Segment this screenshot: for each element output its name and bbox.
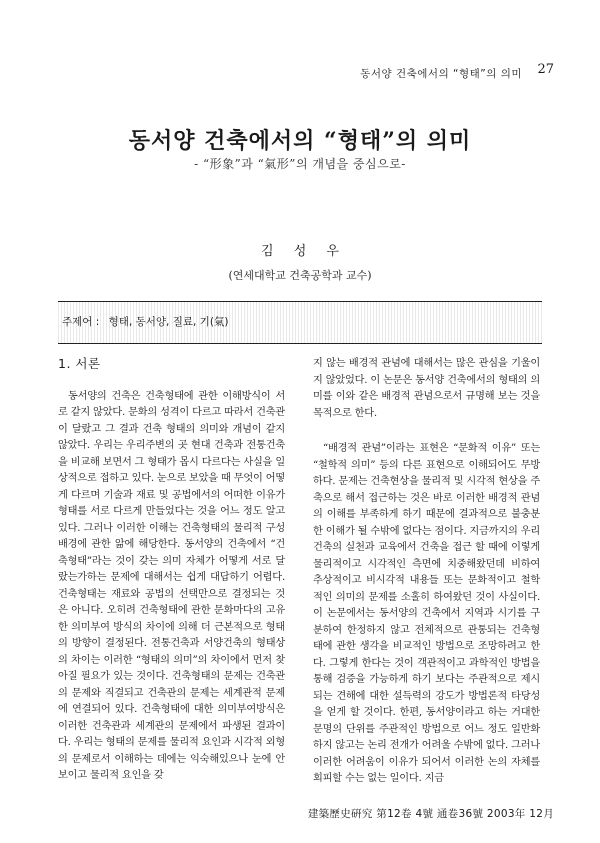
keywords-label: 주제어 : (62, 316, 100, 328)
right-column (313, 356, 540, 788)
body-paragraph: 동서양의 건축은 건축형태에 관한 이해방식이 서로 같지 않았다. 문화의 성격이 다르고 따라서 건축관이 달랐고 그 결과 건축 형태의 의미와 개념이 같지 않았다. 우리는 우리주변의 곳 현대 건축과 전통건축을 비교해 보면서 그 형태가 몹시 다르다는 사실을 일상적으로 접하고 있다. 눈으로 보았을 때 무엇이 어떻게 다르며 기술과 재료 및 공법에서의 어떠한 이유가 형태를 서로 다르게 만들었다는 것을 어느 정도 알고 있다. 그러나 이러한 이해는 건축형태의 물리적 구성배경에 관한 앎에 해당한다. 동서양의 건축에서 “건축형태”라는 것이 갖는 의미 자체가 어떻게 서로 달랐는가하는 문제에 대해서는 쉽게 대답하기 어렵다. 건축형태는 재료와 공법의 선택만으로 결정되는 것은 아니다. 오히려 건축형태에 관한 문화마다의 고유한 의미부여 방식의 차이에 의해 더 근본적으로 형태의 방향이 결정된다. 전통건축과 서양건축의 형태상의 차이는 이러한 “형태의 의미”의 차이에서 먼저 찾아질 필요가 있는 것이다. 건축형태의 문제는 건축관의 문제와 직결되고 건축관의 문제는 세계관적 문제에 연결되어 있다. 건축형태에 대한 의미부여방식은 이러한 건축관과 세계관의 문제에서 파생된 결과이다. 우리는 형태의 문제를 물리적 요인과 시각적 외형의 문제로서 이해하는 데에는 익숙해있으나 눈에 안보이고 물리적 요인을 갖 (58, 390, 285, 781)
author-name: 김 성 우 (261, 244, 347, 259)
paper-subtitle: - “形象”과 “氣形”의 개념을 중심으로- (194, 157, 406, 171)
journal-footer: 建築歷史硏究 第12卷 4號 通卷36號 2003年 12月 (307, 808, 554, 820)
keywords-box (58, 301, 542, 344)
body-paragraph: 지 않는 배경적 관념에 대해서는 많은 관심을 기울이지 않았었다. 이 논문은 동서양 건축에서의 형태의 의미를 이와 같은 배경적 관념으로서 규명해 보는 것을 목적으로 한다. (313, 358, 540, 419)
running-head-text: 동서양 건축에서의 “형태”의 의미 (360, 68, 522, 80)
body-paragraph: “배경적 관념”이라는 표현은 “문화적 이유” 또는 “철학적 의미” 등의 다른 표현으로 이해되어도 무방하다. 문제는 건축현상을 물리적 및 시각적 현상을 주축으로 해서 접근하는 것은 바로 이러한 배경적 관념의 이해를 부족하게 하기 때문에 결과적으로 불충분한 이해가 될 수밖에 없다는 점이다. 지금까지의 우리건축의 실천과 교육에서 건축을 접근 할 때에 이렇게 물리적이고 시각적인 측면에 치중해왔던데 비하여 추상적이고 비시각적 내용들 또는 문화적이고 철학적인 의미의 문제를 소홀히 하여왔던 것이 사실이다. 이 논문에서는 동서양의 건축에서 지역과 시기를 구분하여 한정하지 않고 전체적으로 관통되는 건축형태에 관한 생각을 비교적인 방법으로 조망하려고 한다. 그렇게 한다는 것이 객관적이고 과학적인 방법을 통해 검증을 가능하게 하기 보다는 주관적으로 제시되는 견해에 대한 설득력의 강도가 방법론적 타당성을 얻게 할 것이다. 한편, 동서양이라고 하는 거대한 문명의 단위를 주관적인 방법으로 어느 정도 일반화 하지 않고는 논리 전개가 어려울 수밖에 없다. 그러나 이러한 어려움이 이유가 되어서 이러한 논의 자체를 회피할 수는 없는 일이다. 지금 (313, 443, 540, 784)
page-number: 27 (537, 62, 554, 77)
keywords-text: 형태, 동서양, 질료, 기(氣) (108, 316, 229, 328)
paper-title: 동서양 건축에서의 “형태”의 의미 (128, 128, 472, 154)
left-column (58, 356, 285, 785)
author-affiliation: (연세대학교 건축공학과 교수) (228, 269, 372, 282)
running-head (360, 66, 522, 81)
section-heading: 1. 서론 (58, 356, 101, 371)
